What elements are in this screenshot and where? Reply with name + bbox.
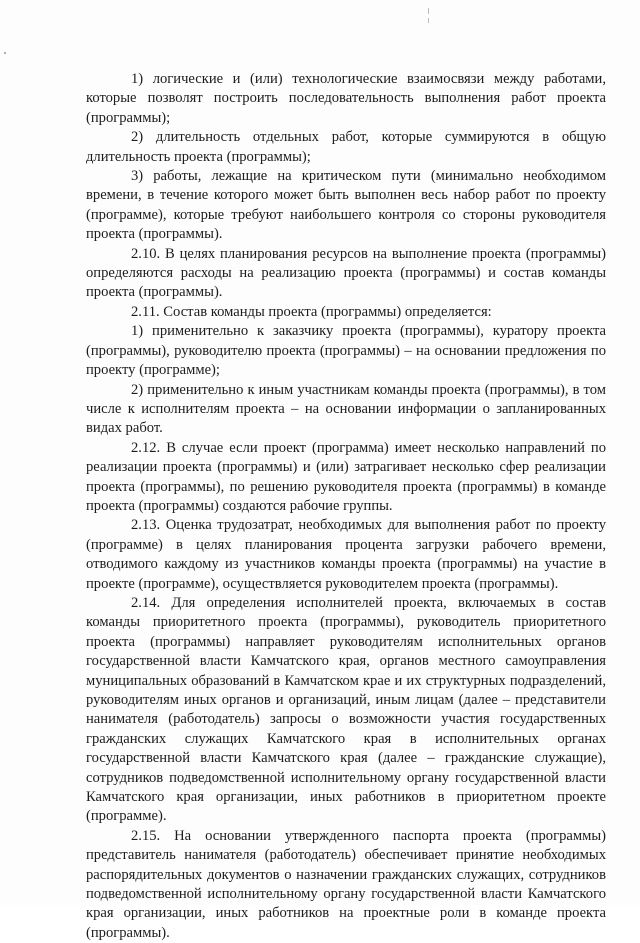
paragraph-2-11-1: 1) применительно к заказчику проекта (программы), куратору проекта (программы), руководителю проекта (программы) – на основании предложения по проекту (программе);: [86, 323, 606, 379]
paragraph-2-12: 2.12. В случае если проект (программа) имеет несколько направлений по реализации проекта (программы) и (или) затрагивает несколько сфер реализации проекта (программы), по решению руководителя проекта (программы) в команде проекта (программы) создаются рабочие группы.: [86, 439, 606, 514]
paragraph-2-11: 2.11. Состав команды проекта (программы) определяется:: [131, 303, 492, 320]
paragraph-3: 3) работы, лежащие на критическом пути (минимально необходимом времени, в течение которого может быть выполнен весь набор работ по проекту (программе), которые требуют наибольшего контроля со стороны руководителя проекта (программы).: [86, 168, 606, 243]
document-body: [86, 70, 606, 943]
scan-dot-left: [4, 52, 6, 54]
paragraph-2-13: 2.13. Оценка трудозатрат, необходимых для выполнения работ по проекту (программе) в целях планирования процента загрузки рабочего времени, отводимого каждому из участников команды проекта (программы) на участие в проекте (программе), осуществляется руководителем проекта (программы).: [86, 517, 606, 592]
scan-mark-top: [428, 8, 429, 14]
paragraph-2: 2) длительность отдельных работ, которые суммируются в общую длительность проекта (программы);: [86, 129, 606, 165]
paragraph-2-14: 2.14. Для определения исполнителей проекта, включаемых в состав команды приоритетного проекта (программы), руководитель приоритетного проекта (программы) направляет руководителям исполнительных органов государственной власти Камчатского края, органов местного самоуправления муниципальных образований в Камчатском крае и их структурных подразделений, руководителям иных органов и организаций, иным лицам (далее – представители нанимателя (работодатель) запросы о возможности участия государственных гражданских служащих Камчатского края в исполнительных органах государственной власти Камчатского края (далее – гражданские служащие), сотрудников подведомственной исполнительному органу государственной власти Камчатского края организации, иных работников в приоритетном проекте (программе).: [86, 594, 606, 825]
scan-mark-top-2: [428, 18, 429, 23]
paragraph-2-11-2: 2) применительно к иным участникам команды проекта (программы), в том числе к исполнителям проекта – на основании информации о запланированных видах работ.: [86, 381, 606, 437]
paragraph-2-10: 2.10. В целях планирования ресурсов на выполнение проекта (программы) определяются расходы на реализацию проекта (программы) и состав команды проекта (программы).: [86, 245, 606, 301]
paragraph-2-15: 2.15. На основании утвержденного паспорта проекта (программы) представитель нанимателя (работодатель) обеспечивает принятие необходимых распорядительных документов о назначении гражданских служащих, сотрудников подведомственной исполнительному органу государственной власти Камчатского края организации, иных работников на проектные роли в команде проекта (программы).: [86, 827, 606, 941]
paragraph-1: 1) логические и (или) технологические взаимосвязи между работами, которые позволят построить последовательность выполнения работ проекта (программы);: [86, 71, 606, 126]
